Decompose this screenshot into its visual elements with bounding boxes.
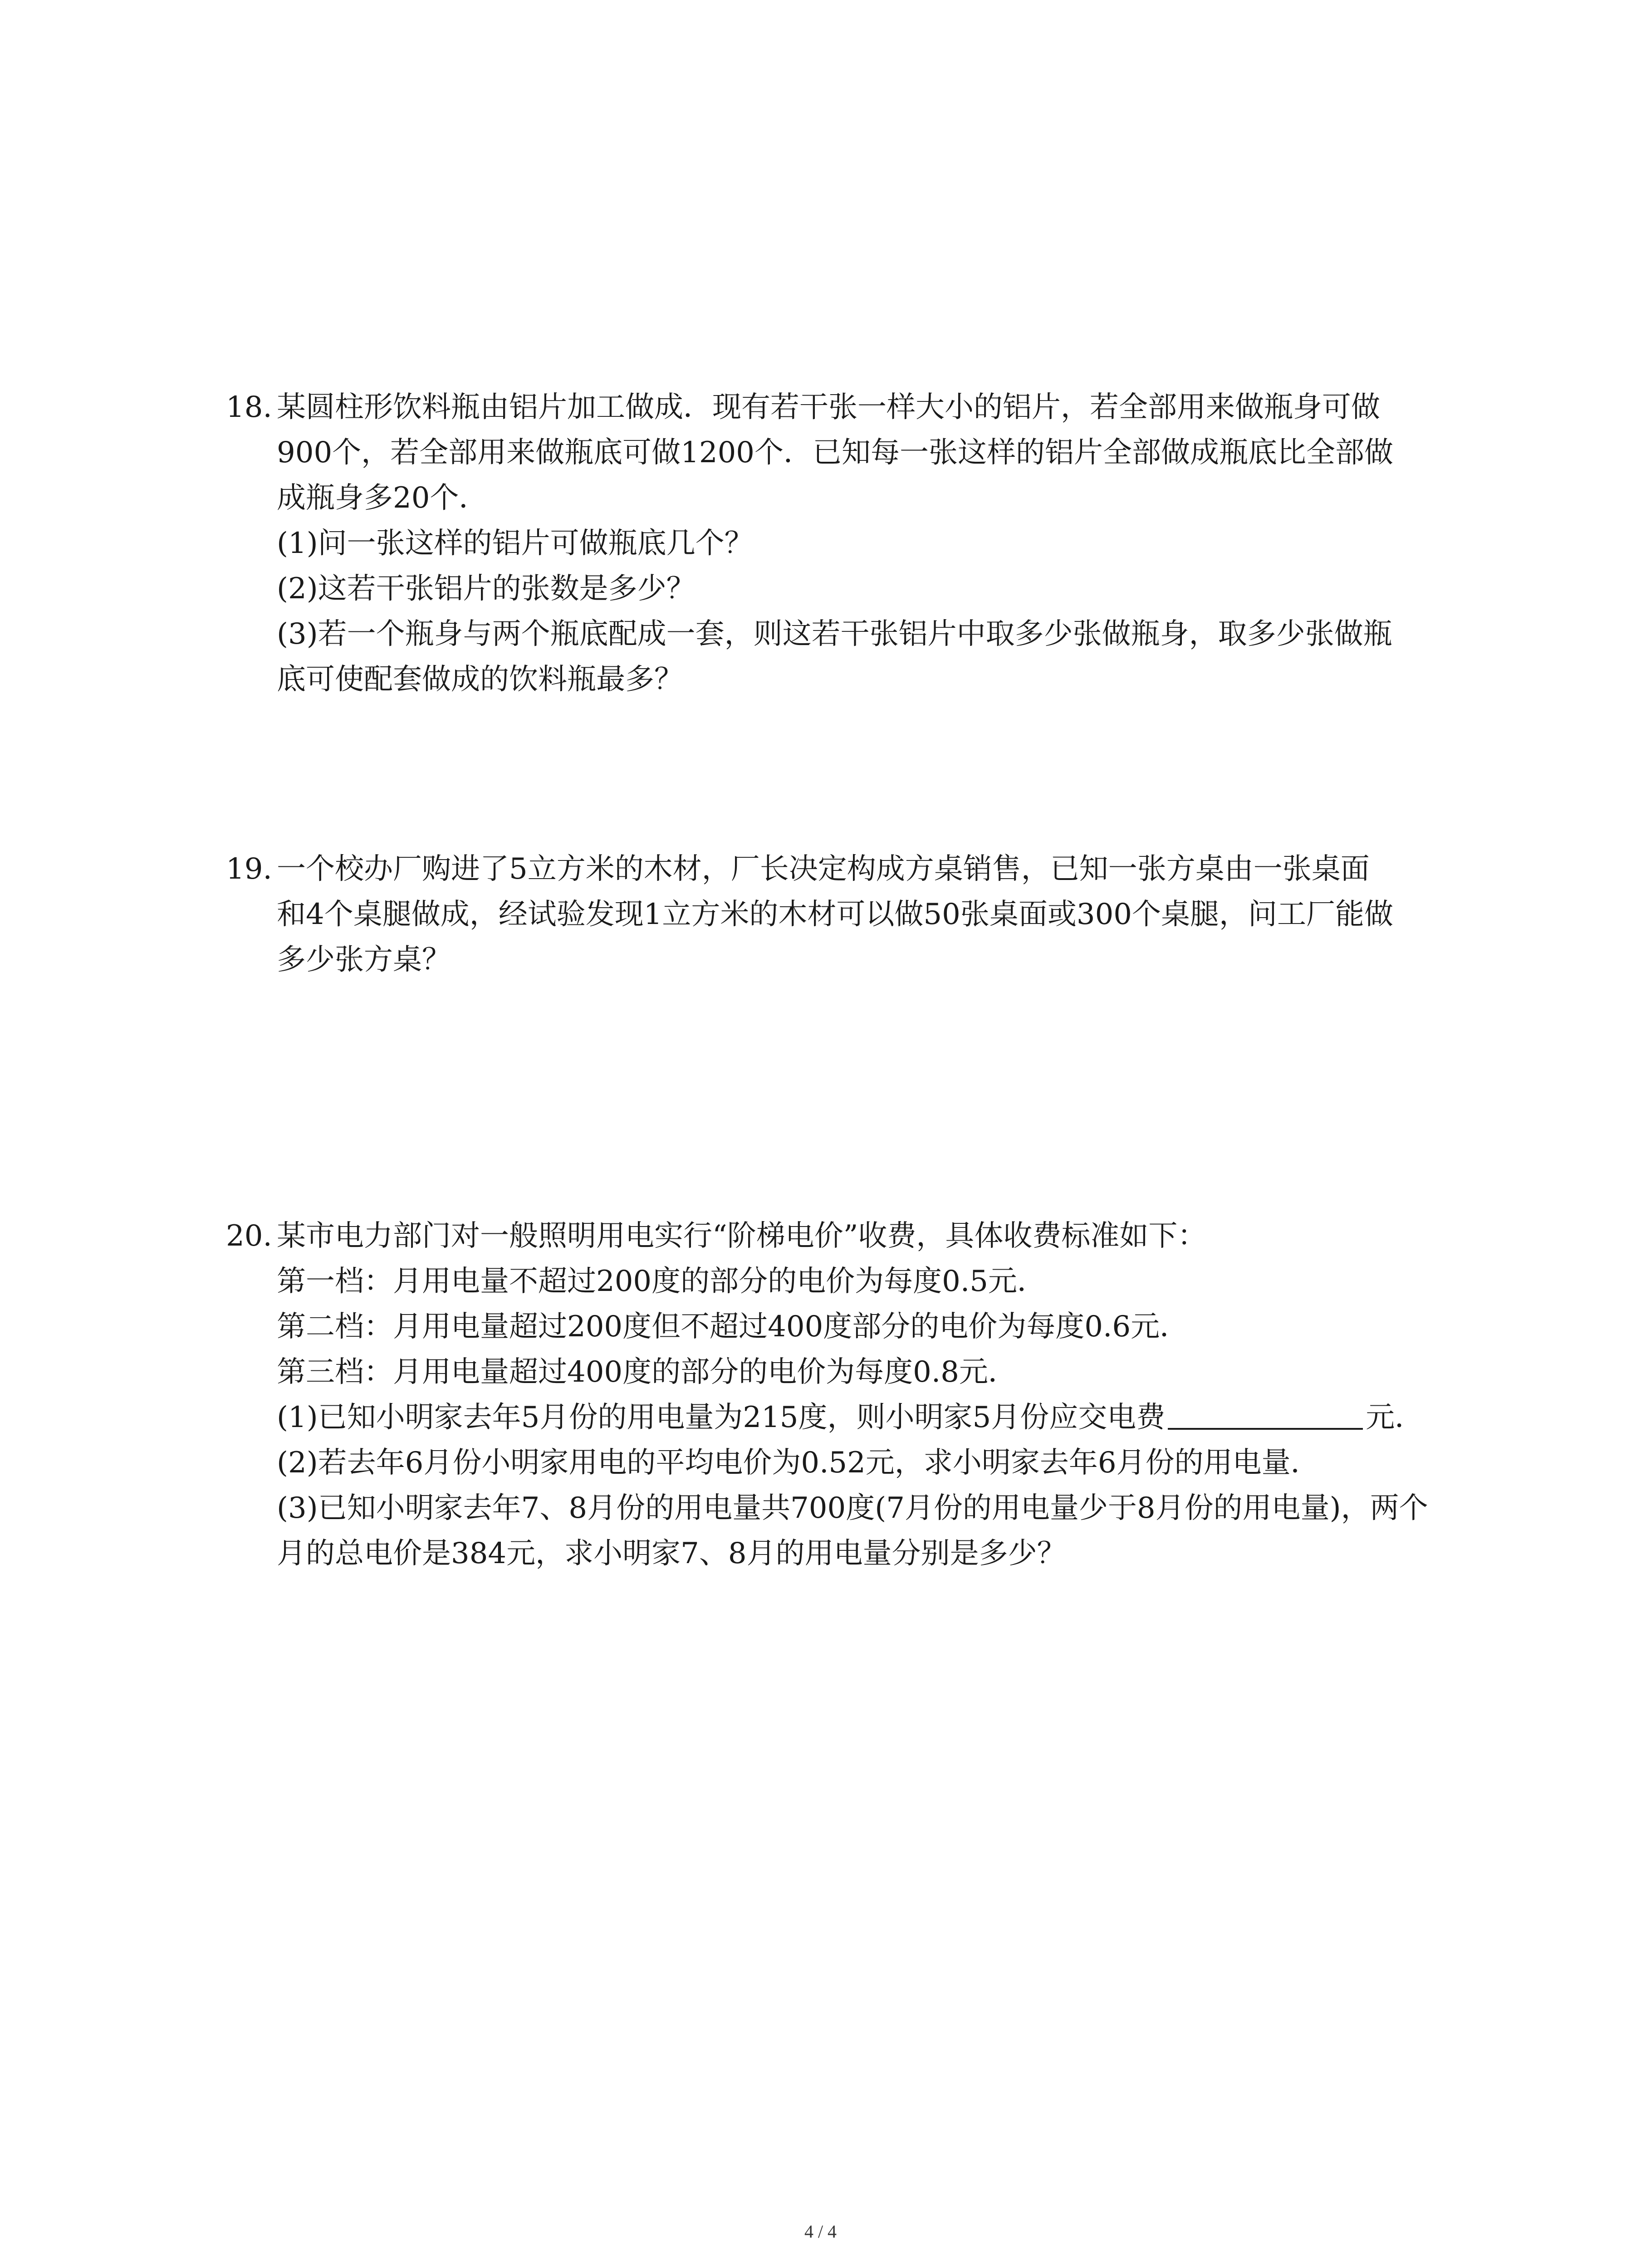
question-text: 某圆柱形饮料瓶由铝片加工做成．现有若干张一样大小的铝片，若全部用来做瓶身可做 xyxy=(277,391,1380,424)
question-19-line-1 xyxy=(226,846,1451,892)
tier-1: 第一档：月用电量不超过200度的部分的电价为每度0.5元． xyxy=(277,1265,1046,1298)
question-19 xyxy=(226,846,1451,982)
question-19-line-2: 和4个桌腿做成，经试验发现1立方米的木材可以做50张桌面或300个桌腿，问工厂能做 xyxy=(277,898,1394,931)
question-20 xyxy=(226,1213,1451,1576)
question-number: 20. xyxy=(226,1219,272,1253)
question-20-part-3-cont: 月的总电价是384元，求小明家7、8月的用电量分别是多少？ xyxy=(277,1537,1066,1570)
question-number: 18. xyxy=(226,391,272,424)
question-18 xyxy=(226,385,1451,702)
question-20-part-1 xyxy=(226,1395,1451,1440)
question-19-line-3: 多少张方桌？ xyxy=(277,943,451,977)
question-20-part-3: (3)已知小明家去年7、8月份的用电量共700度(7月份的用电量少于8月份的用电量)，两个 xyxy=(277,1491,1428,1525)
question-18-line-3: 成瓶身多20个． xyxy=(277,481,488,515)
page-number: 4 / 4 xyxy=(804,2221,837,2242)
question-text: 一个校办厂购进了5立方米的木材，厂长决定构成方桌销售，已知一张方桌由一张桌面 xyxy=(277,852,1370,886)
part-1-text: (1)已知小明家去年5月份的用电量为215度，则小明家5月份应交电费 xyxy=(277,1401,1166,1434)
question-18-part-2: (2)这若干张铝片的张数是多少？ xyxy=(277,572,696,606)
question-18-part-3: (3)若一个瓶身与两个瓶底配成一套，则这若干张铝片中取多少张做瓶身，取多少张做瓶 xyxy=(277,617,1392,651)
question-18-line-2: 900个，若全部用来做瓶底可做1200个．已知每一张这样的铝片全部做成瓶底比全部做 xyxy=(277,436,1394,469)
question-20-line-1 xyxy=(226,1213,1451,1259)
question-text: 某市电力部门对一般照明用电实行“阶梯电价”收费，具体收费标准如下： xyxy=(277,1219,1207,1253)
question-20-part-2: (2)若去年6月份小明家用电的平均电价为0.52元，求小明家去年6月份的用电量． xyxy=(277,1446,1320,1480)
part-1-unit: 元． xyxy=(1366,1401,1424,1434)
answer-blank[interactable] xyxy=(1168,1401,1363,1430)
question-18-part-1: (1)问一张这样的铝片可做瓶底几个？ xyxy=(277,527,754,560)
tier-2: 第二档：月用电量超过200度但不超过400度部分的电价为每度0.6元． xyxy=(277,1310,1189,1344)
question-number: 19. xyxy=(226,852,272,886)
tier-3: 第三档：月用电量超过400度的部分的电价为每度0.8元． xyxy=(277,1355,1017,1389)
question-18-part-3-cont: 底可使配套做成的饮料瓶最多？ xyxy=(277,663,683,696)
question-18-line-1 xyxy=(226,385,1451,430)
